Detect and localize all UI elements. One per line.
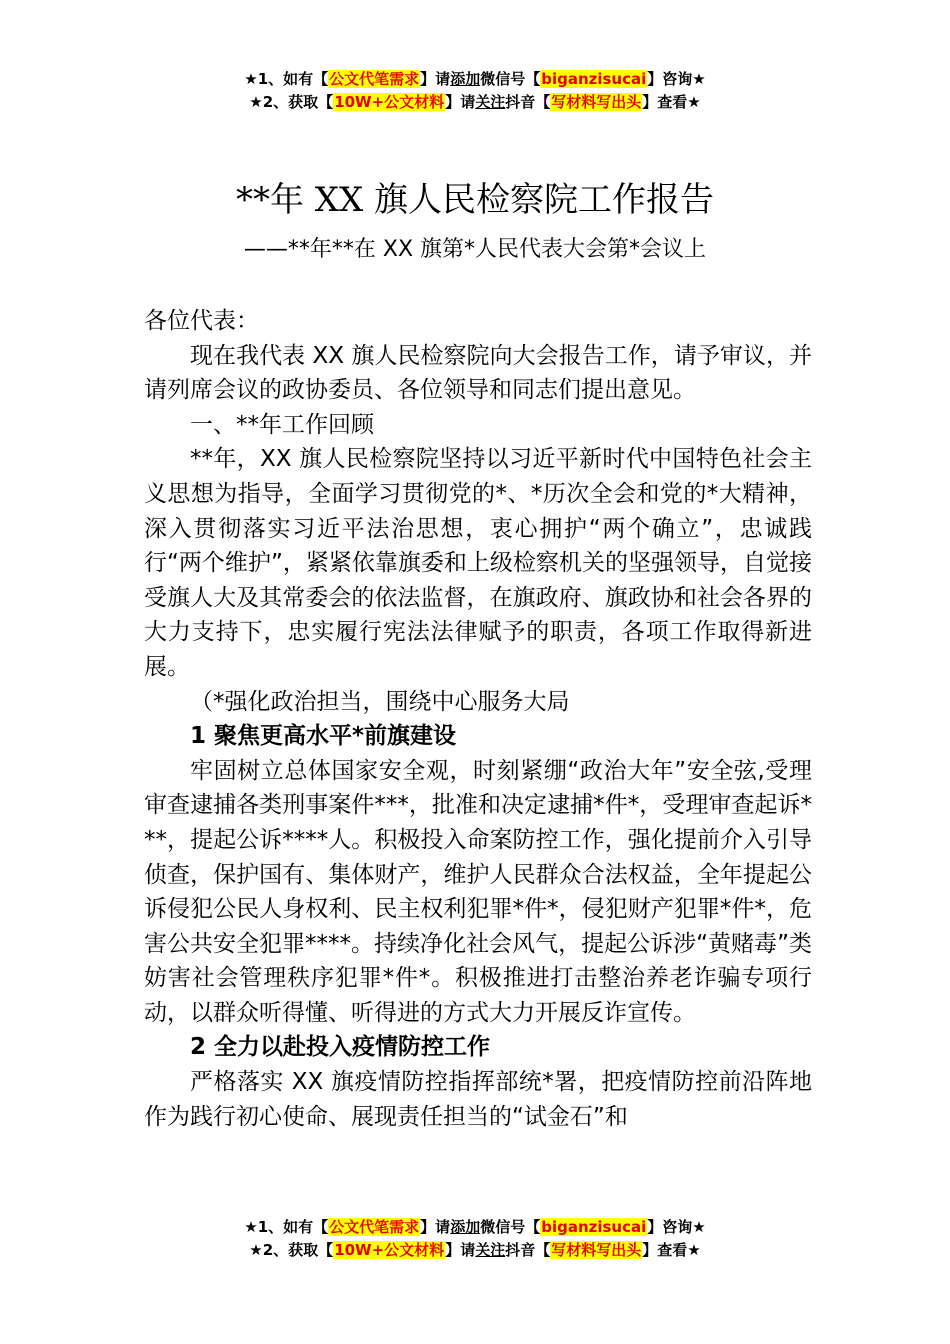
promo-text: 微信号【 [480, 1218, 541, 1236]
document-subtitle: ——**年**在 XX 旗第*人民代表大会第*会议上 [243, 237, 707, 262]
paragraph: 现在我代表 XX 旗人民检察院向大会报告工作，请予审议，并请列席会议的政协委员、各位领导和同志们提出意见。 [144, 342, 812, 404]
highlight-service: 公文代笔需求 [329, 70, 420, 88]
promo-line-2 [0, 1239, 950, 1262]
promo-text: ★2、获取【 [249, 1241, 334, 1259]
promo-text: 】请 [445, 1241, 476, 1259]
promo-text: 微信号【 [480, 70, 541, 88]
promo-line-2 [0, 91, 950, 114]
promo-line-1 [0, 68, 950, 91]
document-body [144, 304, 812, 1134]
highlight-materials: 10W+公文材料 [334, 1241, 445, 1259]
paragraph: 严格落实 XX 旗疫情防控指挥部统*署，把疫情防控前沿阵地作为践行初心使命、展现责任担当的“试金石”和 [144, 1069, 812, 1130]
promo-text: 】请 [420, 70, 451, 88]
promo-text: ★1、如有【 [244, 1218, 329, 1236]
promo-underlined: 添加 [450, 1218, 481, 1236]
promo-text: ★1、如有【 [244, 70, 329, 88]
promo-underlined: 添加 [450, 70, 481, 88]
promo-text: ★2、获取【 [249, 93, 334, 111]
document-title: **年 XX 旗人民检察院工作报告 [235, 180, 715, 220]
promo-line-1 [0, 1216, 950, 1239]
promo-underlined: 关注 [475, 93, 506, 111]
salutation: 各位代表： [144, 308, 259, 334]
promo-text: 】查看★ [642, 1241, 701, 1259]
paragraph: 牢固树立总体国家安全观，时刻紧绷“政治大年”安全弦,受理审查逮捕各类刑事案件***，批准和决定逮捕*件*，受理审查起诉***，提起公诉****人。积极投入命案防控工作，强化提前介入引导侦查，保护国有、集体财产，维护人民群众合法权益，全年提起公诉侵犯公民人身权利、民主权利犯罪*件*，侵犯财产犯罪*件*，危害公共安全犯罪****。持续净化社会风气，提起公诉涉“黄赌毒”类妨害社会管理秩序犯罪*件*。积极推进打击整治养老诈骗专项行动，以群众听得懂、听得进的方式大力开展反诈宣传。 [144, 757, 812, 1026]
promo-text: 抖音【 [505, 1241, 551, 1259]
highlight-douyin: 写材料写出头 [551, 1241, 642, 1259]
highlight-wechat-id: biganzisucai [541, 1218, 647, 1236]
highlight-service: 公文代笔需求 [329, 1218, 420, 1236]
paragraph: **年，XX 旗人民检察院坚持以习近平新时代中国特色社会主义思想为指导，全面学习贯彻党的*、*历次全会和党的*大精神，深入贯彻落实习近平法治思想，衷心拥护“两个确立”，忠诚践行“两个维护”，紧紧依靠旗委和上级检察机关的坚强领导，自觉接受旗人大及其常委会的依法监督，在旗政府、旗政协和社会各界的大力支持下，忠实履行宪法法律赋予的职责，各项工作取得新进展。 [144, 446, 812, 680]
highlight-douyin: 写材料写出头 [551, 93, 642, 111]
promo-text: 】咨询★ [647, 1218, 706, 1236]
promo-text: 】咨询★ [647, 70, 706, 88]
promo-text: 】查看★ [642, 93, 701, 111]
section-heading: 一、**年工作回顾 [190, 411, 374, 438]
highlight-materials: 10W+公文材料 [334, 93, 445, 111]
item-heading: 2 全力以赴投入疫情防控工作 [190, 1034, 491, 1061]
highlight-wechat-id: biganzisucai [541, 70, 647, 88]
subsection-heading: （*强化政治担当，围绕中心服务大局 [190, 688, 570, 715]
promo-text: 】请 [445, 93, 476, 111]
item-heading: 1 聚焦更高水平*前旗建设 [190, 723, 457, 750]
promo-banner-top [0, 68, 950, 114]
promo-text: 】请 [420, 1218, 451, 1236]
promo-text: 抖音【 [505, 93, 551, 111]
promo-banner-bottom [0, 1216, 950, 1262]
promo-underlined: 关注 [475, 1241, 506, 1259]
